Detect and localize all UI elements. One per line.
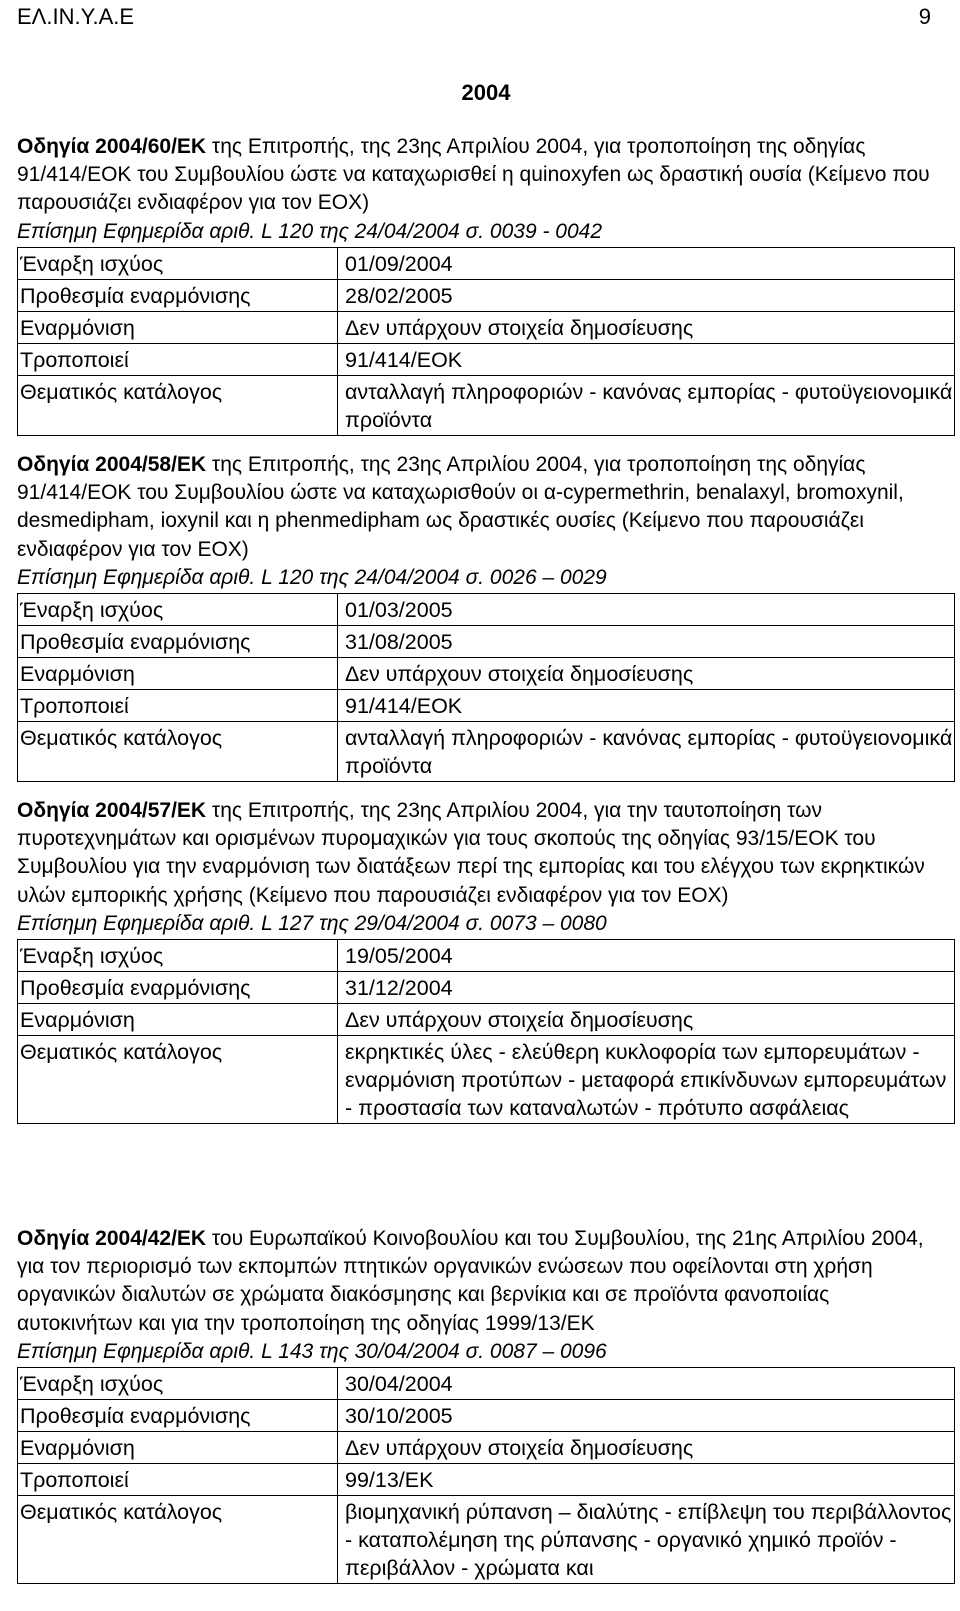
value-subject-index: βιομηχανική ρύπανση – διαλύτης - επίβλεψη του περιβάλλοντος - καταπολέμηση της ρύπανσης - οργανικό χημικό προϊόν - περιβάλλον - χρώματα και — [338, 1495, 955, 1583]
label-transposition: Εναρμόνιση — [18, 311, 338, 343]
page-number: 9 — [918, 4, 931, 29]
directive-text: της Επιτροπής, της 23ης Απριλίου 2004, για την ταυτοποίηση των πυροτεχνημάτων και ορισμένων πυρομαχικών για τους σκοπούς της οδηγίας 93/15/ΕΟΚ του Συμβουλίου για την εναρμόνιση των διατάξεων περί της εμπορίας και του ελέγχου των εκρηκτικών υλών εμπορικής χρήσης (Κείμενο που παρουσιάζει ενδιαφέρον για τον ΕΟΧ) — [17, 799, 925, 907]
label-transposition: Εναρμόνιση — [18, 657, 338, 689]
label-entry-into-force: Έναρξη ισχύος — [18, 939, 338, 971]
table-row — [18, 247, 955, 279]
value-deadline: 28/02/2005 — [338, 279, 955, 311]
table-row — [18, 343, 955, 375]
table-row — [18, 971, 955, 1003]
directive-details-table — [17, 593, 955, 782]
table-row — [18, 1431, 955, 1463]
label-deadline: Προθεσμία εναρμόνισης — [18, 971, 338, 1003]
label-subject-index: Θεματικός κατάλογος — [18, 1495, 338, 1583]
value-entry-into-force: 30/04/2004 — [338, 1367, 955, 1399]
table-row — [18, 1463, 955, 1495]
table-row — [18, 375, 955, 435]
label-deadline: Προθεσμία εναρμόνισης — [18, 1399, 338, 1431]
header-org-name: ΕΛ.ΙΝ.Υ.Α.Ε — [17, 4, 135, 29]
value-amends: 91/414/ΕΟΚ — [338, 689, 955, 721]
label-amends: Τροποποιεί — [18, 689, 338, 721]
year-heading: 2004 — [461, 80, 511, 105]
directive-description — [17, 1225, 937, 1338]
value-entry-into-force: 01/09/2004 — [338, 247, 955, 279]
value-transposition: Δεν υπάρχουν στοιχεία δημοσίευσης — [338, 657, 955, 689]
value-transposition: Δεν υπάρχουν στοιχεία δημοσίευσης — [338, 311, 955, 343]
value-deadline: 31/08/2005 — [338, 625, 955, 657]
label-subject-index: Θεματικός κατάλογος — [18, 1035, 338, 1123]
directive-description — [17, 797, 937, 910]
directive-text: της Επιτροπής, της 23ης Απριλίου 2004, για τροποποίηση της οδηγίας 91/414/ΕΟΚ του Συμβουλίου ώστε να καταχωρισθούν οι α-cypermethrin, benalaxyl, bromoxynil, desmedipham, ioxynil και η phenmedipham ως δραστικές ουσίες (Κείμενο που παρουσιάζει ενδιαφέρον για τον ΕΟΧ) — [17, 453, 904, 561]
label-deadline: Προθεσμία εναρμόνισης — [18, 279, 338, 311]
value-subject-index: ανταλλαγή πληροφοριών - κανόνας εμπορίας - φυτοϋγειονομικά προϊόντα — [338, 375, 955, 435]
directive-entry — [17, 451, 955, 782]
label-subject-index: Θεματικός κατάλογος — [18, 721, 338, 781]
value-deadline: 30/10/2005 — [338, 1399, 955, 1431]
directive-entry — [17, 1225, 955, 1584]
directive-title: Οδηγία 2004/57/ΕΚ — [17, 799, 207, 822]
table-row — [18, 1495, 955, 1583]
directive-title: Οδηγία 2004/60/ΕΚ — [17, 135, 207, 158]
table-row — [18, 1035, 955, 1123]
directive-details-table — [17, 247, 955, 436]
official-journal-reference: Επίσημη Εφημερίδα αριθ. L 143 της 30/04/2004 σ. 0087 – 0096 — [17, 1339, 607, 1363]
value-subject-index: ανταλλαγή πληροφοριών - κανόνας εμπορίας - φυτοϋγειονομικά προϊόντα — [338, 721, 955, 781]
page-header — [17, 4, 955, 34]
label-subject-index: Θεματικός κατάλογος — [18, 375, 338, 435]
value-entry-into-force: 19/05/2004 — [338, 939, 955, 971]
label-entry-into-force: Έναρξη ισχύος — [18, 1367, 338, 1399]
directive-title: Οδηγία 2004/42/ΕΚ — [17, 1227, 207, 1250]
table-row — [18, 625, 955, 657]
table-row — [18, 1367, 955, 1399]
official-journal-reference: Επίσημη Εφημερίδα αριθ. L 127 της 29/04/2004 σ. 0073 – 0080 — [17, 911, 607, 935]
table-row — [18, 721, 955, 781]
table-row — [18, 1399, 955, 1431]
directive-entry — [17, 797, 955, 1124]
label-entry-into-force: Έναρξη ισχύος — [18, 593, 338, 625]
label-entry-into-force: Έναρξη ισχύος — [18, 247, 338, 279]
directive-description — [17, 133, 937, 218]
value-subject-index: εκρηκτικές ύλες - ελεύθερη κυκλοφορία των εμπορευμάτων - εναρμόνιση προτύπων - μεταφορά επικίνδυνων εμπορευμάτων - προστασία των καταναλωτών - πρότυπο ασφάλειας — [338, 1035, 955, 1123]
table-row — [18, 939, 955, 971]
value-transposition: Δεν υπάρχουν στοιχεία δημοσίευσης — [338, 1431, 955, 1463]
label-transposition: Εναρμόνιση — [18, 1003, 338, 1035]
directive-details-table — [17, 939, 955, 1124]
value-amends: 99/13/ΕΚ — [338, 1463, 955, 1495]
directive-details-table — [17, 1367, 955, 1584]
label-amends: Τροποποιεί — [18, 343, 338, 375]
value-amends: 91/414/ΕΟΚ — [338, 343, 955, 375]
table-row — [18, 1003, 955, 1035]
table-row — [18, 689, 955, 721]
directive-text: της Επιτροπής, της 23ης Απριλίου 2004, για τροποποίηση της οδηγίας 91/414/ΕΟΚ του Συμβουλίου ώστε να καταχωρισθεί η quinoxyfen ως δραστική ουσία (Κείμενο που παρουσιάζει ενδιαφέρον για τον ΕΟΧ) — [17, 135, 930, 215]
table-row — [18, 593, 955, 625]
official-journal-reference: Επίσημη Εφημερίδα αριθ. L 120 της 24/04/2004 σ. 0026 – 0029 — [17, 565, 607, 589]
directive-title: Οδηγία 2004/58/ΕΚ — [17, 453, 207, 476]
value-entry-into-force: 01/03/2005 — [338, 593, 955, 625]
label-deadline: Προθεσμία εναρμόνισης — [18, 625, 338, 657]
table-row — [18, 311, 955, 343]
table-row — [18, 279, 955, 311]
table-row — [18, 657, 955, 689]
value-deadline: 31/12/2004 — [338, 971, 955, 1003]
directive-entry — [17, 133, 955, 436]
directive-description — [17, 451, 937, 564]
official-journal-reference: Επίσημη Εφημερίδα αριθ. L 120 της 24/04/2004 σ. 0039 - 0042 — [17, 219, 602, 243]
value-transposition: Δεν υπάρχουν στοιχεία δημοσίευσης — [338, 1003, 955, 1035]
label-transposition: Εναρμόνιση — [18, 1431, 338, 1463]
directive-text: του Ευρωπαϊκού Κοινοβουλίου και του Συμβουλίου, της 21ης Απριλίου 2004, για τον περιορισμό των εκπομπών πτητικών οργανικών ενώσεων που οφείλονται στη χρήση οργανικών διαλυτών σε χρώματα διακόσμησης και βερνίκια και σε προϊόντα φανοποιίας αυτοκινήτων και για την τροποποίηση της οδηγίας 1999/13/ΕΚ — [17, 1227, 924, 1335]
label-amends: Τροποποιεί — [18, 1463, 338, 1495]
